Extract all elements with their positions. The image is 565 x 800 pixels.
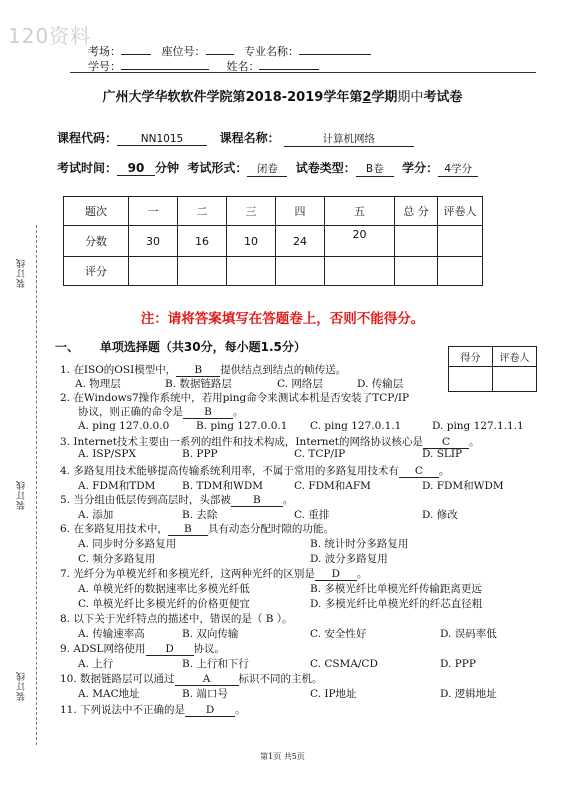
question-5-options: A. 添加 B. 去除 C. 重排 D. 修改 [78,509,458,521]
student-id-blank [121,57,209,70]
empty-cell [178,257,227,286]
empty-cell [325,257,395,286]
column-header: 二 [178,197,227,226]
answer-blank: B [183,406,233,419]
question-8: 8. 以下关于光纤特点的描述中，错误的是（ B ）。 [60,613,293,625]
score-cell: 16 [178,226,227,257]
question-3-options: A. ISP/SPX B. PPP C. TCP/IP D. SLIP [78,448,463,460]
answer-blank: B [231,494,283,507]
answer-blank: D [315,568,357,581]
exam-room-blank [121,42,151,55]
empty-cell [129,257,178,286]
answer-blank: D [185,704,235,717]
grade-box-score-header: 得分 [449,347,493,367]
question-1-options: A. 物理层 B. 数据链路层 C. 网络层 D. 传输层 [75,378,404,390]
question-7-options-line-1: A. 单模光纤的数据速率比多模光纤低 B. 多模光纤比单模光纤传输距离更远 [78,583,482,595]
column-header: 三 [227,197,276,226]
grade-box-score-cell [449,367,493,392]
grade-box [448,346,537,392]
binding-label: 装订线 [17,480,27,510]
question-9: 9. ADSL网络使用 D 协议。 [60,643,226,655]
question-8-options: A. 传输速率高 B. 双向传输 C. 安全性好 D. 误码率低 [78,628,497,640]
section-number: 一、 [55,340,80,354]
paper-type: B卷 [356,161,394,177]
question-3: 3. Internet技术主要由一系列的组件和技术构成，Internet的网络协议核心是 C 。 [60,436,480,448]
empty-cell [276,257,325,286]
empty-cell [227,257,276,286]
score-cell: 24 [276,226,325,257]
student-id-label: 学号： [88,60,121,73]
answer-blank: C [423,436,469,449]
exam-form: 闭卷 [247,161,287,177]
question-5: 5. 当分组由低层传到高层时，头部被 B 。 [60,494,294,506]
question-1: 1. 在ISO的OSI模型中， B 提供结点到结点的帧传送。 [60,364,347,376]
score-table-header-row [64,197,483,226]
major-blank [299,42,371,55]
question-4: 4. 多路复用技术能够提高传输系统利用率，不属于常用的多路复用技术有 C 。 [60,465,450,477]
score-cell [438,226,483,257]
question-6-options-line-1: A. 同步时分多路复用 B. 统计时分多路复用 [78,538,409,550]
score-cell: 10 [227,226,276,257]
section-heading [55,338,306,355]
column-header: 一 [129,197,178,226]
name-blank [259,57,319,70]
empty-cell [395,257,438,286]
column-header: 总 分 [395,197,438,226]
page-footer: 第1页 共5页 [260,752,305,761]
course-line: 课程代码： NN1015 课程名称： 计算机网络 [57,129,414,147]
question-2-options: A. ping 127.0.0.0 B. ping 127.0.0.1 C. ping 127.0.1.1 D. ping 127.1.1.1 [78,420,524,432]
binding-dashed-line [36,225,37,745]
binding-label: 装订线 [17,671,27,701]
row-header: 评分 [64,257,129,286]
question-10-options: A. MAC地址 B. 端口号 C. IP地址 D. 逻辑地址 [78,688,497,700]
question-6: 6. 在多路复用技术中， B 具有动态分配时隙的功能。 [60,523,334,535]
row-header: 分数 [64,226,129,257]
exam-title: 广州大学华软软件学院第2018-2019学年第2学期期中考试卷 [102,90,463,105]
seat-number-blank [206,42,234,55]
question-6-options-line-2: C. 频分多路复用 D. 波分多路复用 [78,553,388,565]
score-cell: 30 [129,226,178,257]
question-2-continued: 协议，则正确的命令是 B 。 [78,406,244,418]
empty-cell [438,257,483,286]
question-9-options: A. 上行 B. 上行和下行 C. CSMA/CD D. PPP [78,658,476,670]
exam-room-label: 考场： [88,45,121,58]
section-title: 单项选择题（共30分，每小题1.5分） [99,340,306,354]
grade-box-grader-cell [493,367,537,392]
question-11: 11. 下列说法中不正确的是 D 。 [60,704,246,716]
answer-blank: D [146,643,194,656]
answer-blank: B [168,523,208,536]
question-4-options: A. FDM和TDM B. TDM和WDM C. FDM和AFM D. FDM和WDM [78,480,504,492]
course-name: 计算机网络 [284,131,414,147]
question-7: 7. 光纤分为单模光纤和多模光纤，这两种光纤的区别是 D 。 [60,568,368,580]
question-10: 10. 数据链路层可以通过 A 标识不同的主机。 [60,673,323,685]
name-label: 姓名： [226,60,260,73]
exam-info-line: 考试时间： 90 分钟 考试形式： 闭卷 试卷类型： B卷 学分： 4学分 [57,159,478,177]
watermark: 120资料 [8,24,92,48]
score-cell: 20 [325,226,395,257]
answer-blank: B [176,364,220,377]
course-code: NN1015 [117,133,207,146]
column-header: 五 [325,197,395,226]
answer-blank: B [265,613,274,625]
credits: 4学分 [438,161,478,177]
score-table-points-row [64,226,483,257]
score-table-grading-row [64,257,483,286]
score-table [63,196,483,286]
exam-duration: 90 [117,161,155,176]
header-rule [70,72,536,73]
score-cell [395,226,438,257]
answer-notice: 注：请将答案填写在答题卷上，否则不能得分。 [140,311,425,327]
question-7-options-line-2: C. 单模光纤比多模光纤的价格更便宜 D. 多模光纤比单模光纤的纤芯直径粗 [78,598,483,610]
binding-label: 装订线 [17,258,27,288]
seat-number-label: 座位号： [161,45,206,58]
grade-box-grader-header: 评卷人 [493,347,537,367]
column-header: 四 [276,197,325,226]
answer-blank: C [399,465,439,478]
major-label: 专业名称： [244,45,299,58]
answer-blank: A [175,673,239,686]
question-2: 2. 在Windows7操作系统中，若用ping命令来测试本机是否安装了TCP/IP [60,392,410,404]
row-header: 题次 [64,197,129,226]
column-header: 评卷人 [438,197,483,226]
